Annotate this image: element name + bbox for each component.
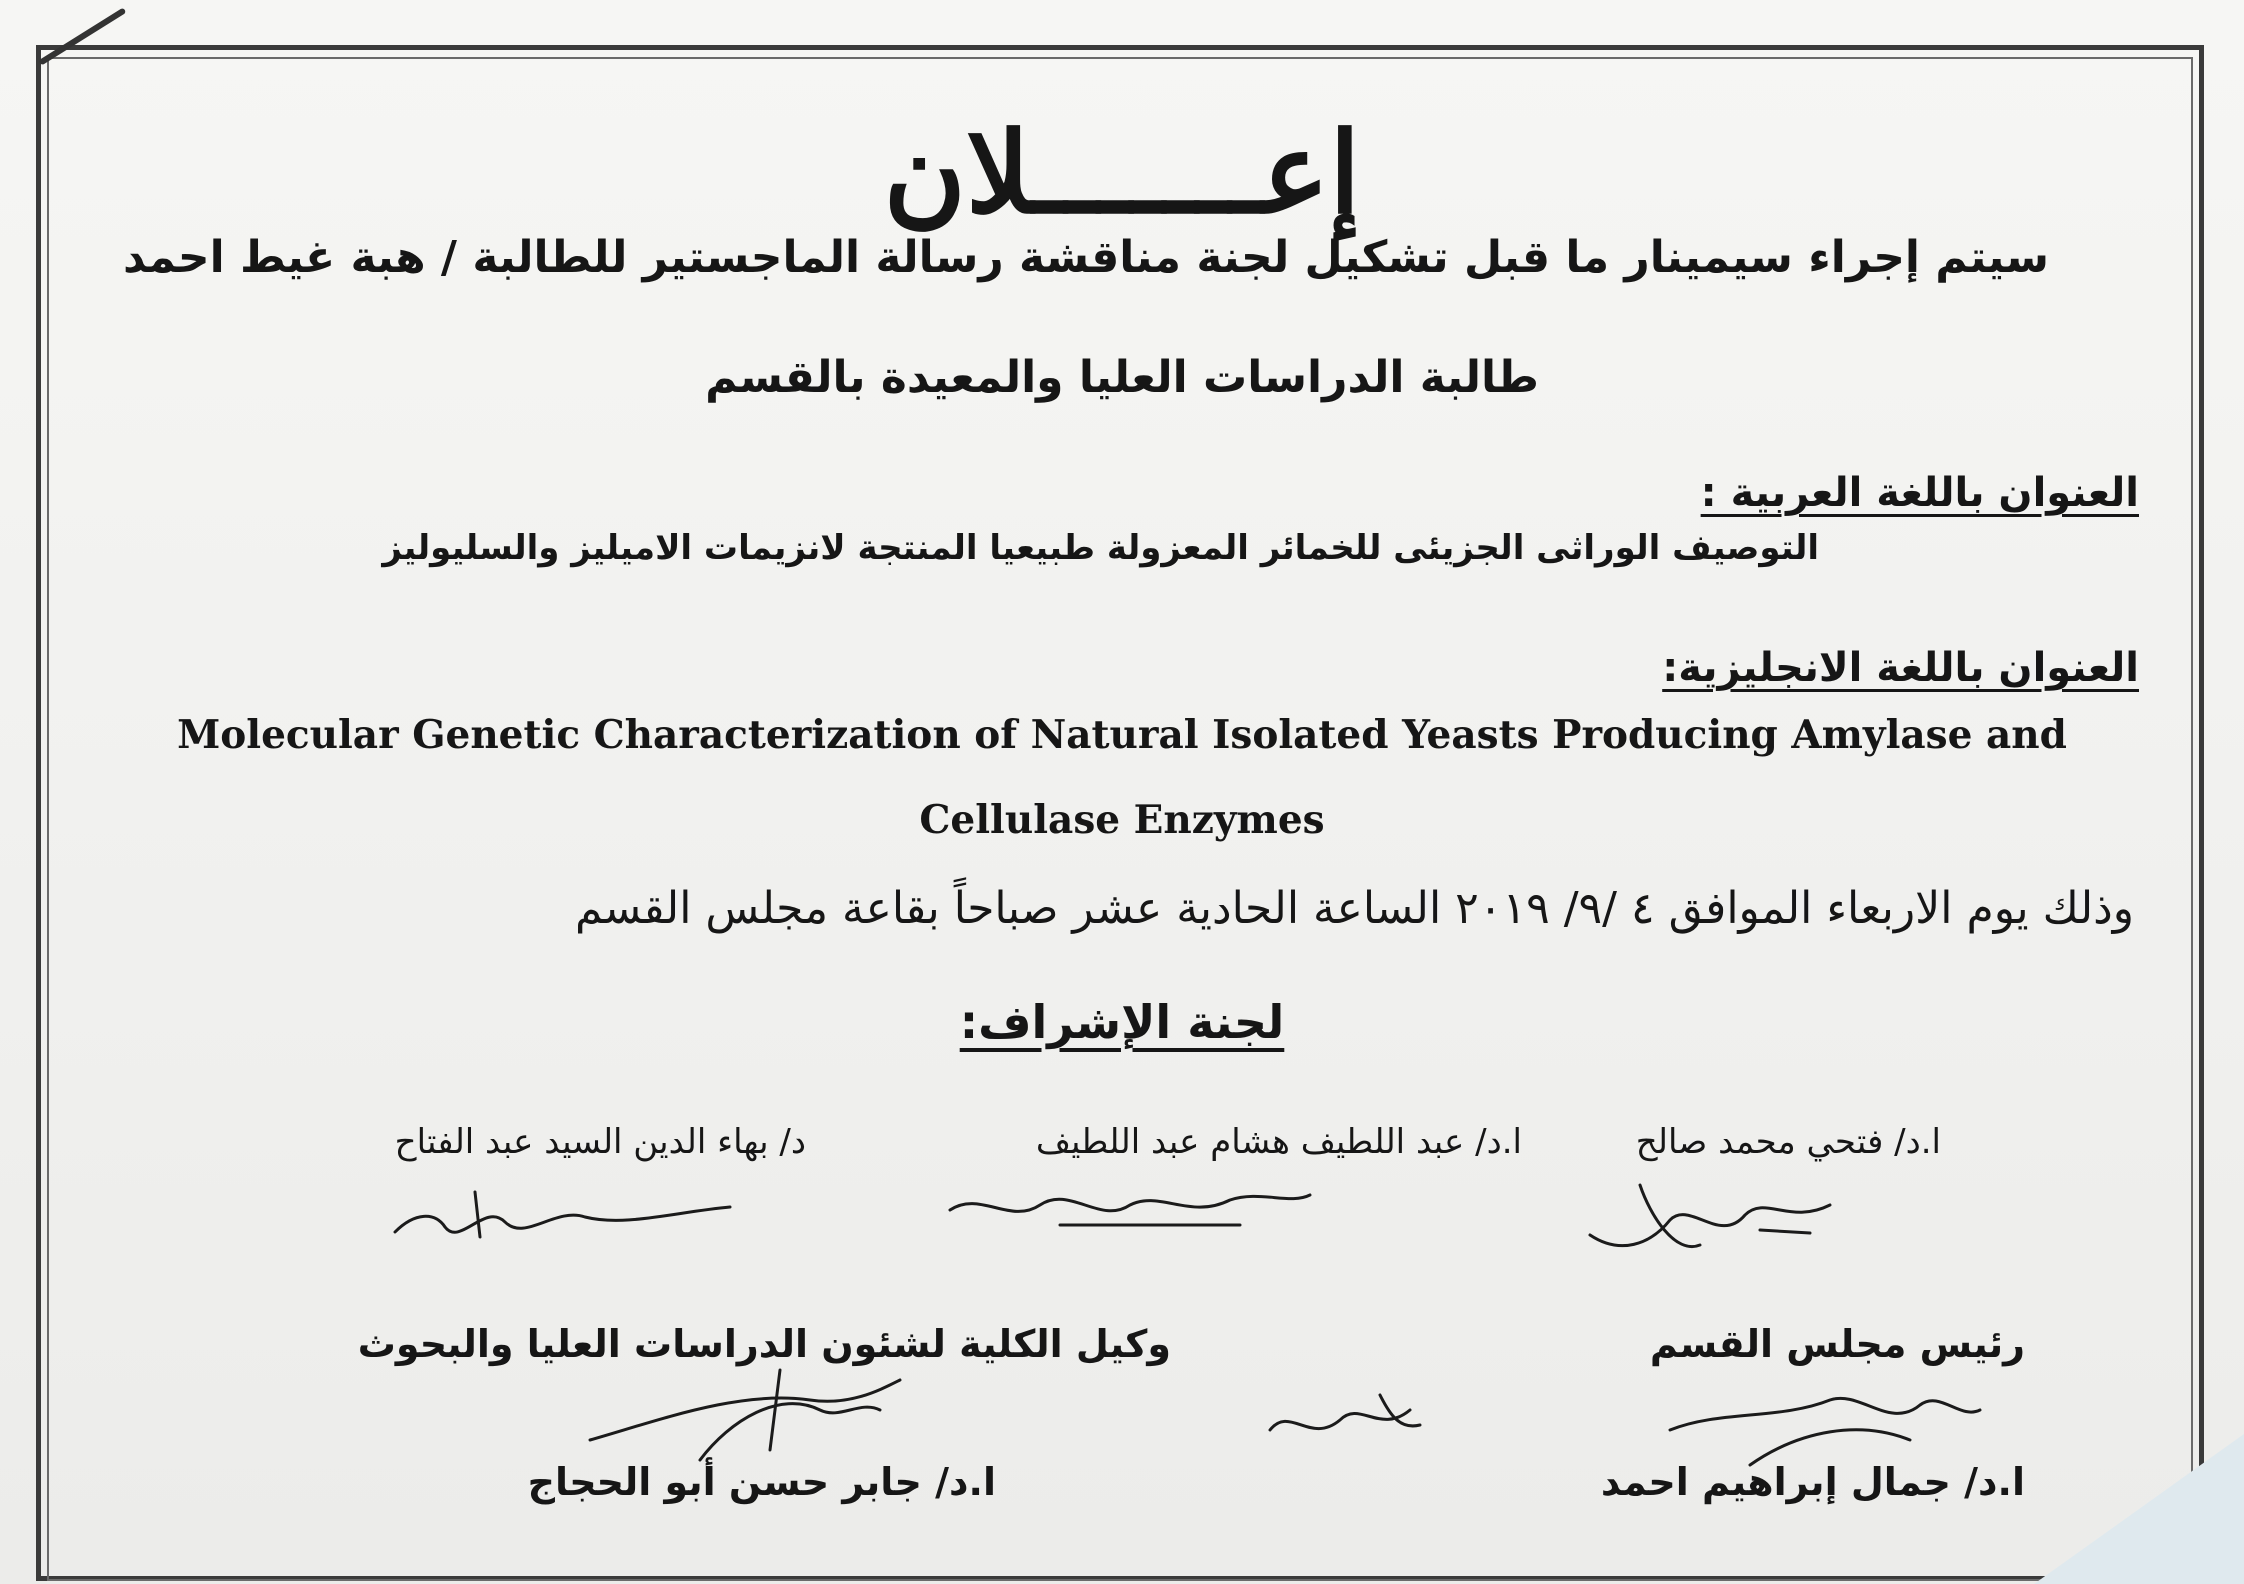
english-title-line-2: Cellulase Enzymes: [919, 797, 1325, 843]
schedule-line: وذلك يوم الاربعاء الموافق ٤ /٩/ ٢٠١٩ الساعة الحادية عشر صباحاً بقاعة مجلس القسم: [575, 883, 2134, 934]
announcement-line-2: طالبة الدراسات العليا والمعيدة بالقسم: [705, 352, 1539, 403]
arabic-title-text: التوصيف الوراثى الجزيئى للخمائر المعزولة طبيعيا المنتجة لانزيمات الاميليز والسليوليز: [382, 528, 1819, 568]
vice-dean-role: وكيل الكلية لشئون الدراسات العليا والبحوث: [357, 1322, 1171, 1366]
supervisor-3-name: د/ بهاء الدين السيد عبد الفتاح: [394, 1122, 806, 1162]
vice-dean-signature: [580, 1350, 910, 1470]
stamp-signature: [1260, 1375, 1430, 1455]
supervisor-1-signature: [1580, 1175, 1840, 1265]
english-title-label: العنوان باللغة الانجليزية:: [1662, 645, 2139, 691]
supervisor-3-signature: [385, 1172, 745, 1252]
folded-corner: [2034, 1434, 2244, 1584]
supervision-heading: لجنة الإشراف:: [959, 995, 1285, 1049]
supervisor-2-name: ا.د/ عبد اللطيف هشام عبد اللطيف: [1035, 1122, 1522, 1162]
supervisor-2-signature: [940, 1170, 1320, 1240]
supervisor-1-name: ا.د/ فتحي محمد صالح: [1635, 1122, 1941, 1162]
announcement-line-1: سيتم إجراء سيمينار ما قبل تشكيل لجنة مناقشة رسالة الماجستير للطالبة / هبة غيط احمد: [122, 232, 2049, 283]
arabic-title-label: العنوان باللغة العربية :: [1700, 470, 2139, 516]
department-head-name: ا.د/ جمال إبراهيم احمد: [1600, 1460, 2025, 1504]
announcement-heading: إعـــــــلان: [883, 108, 1361, 239]
vice-dean-name: ا.د/ جابر حسن أبو الحجاج: [527, 1460, 996, 1504]
english-title-line-1: Molecular Genetic Characterization of Natural Isolated Yeasts Producing Amylase and: [177, 712, 2067, 758]
department-head-role: رئيس مجلس القسم: [1649, 1322, 2025, 1366]
